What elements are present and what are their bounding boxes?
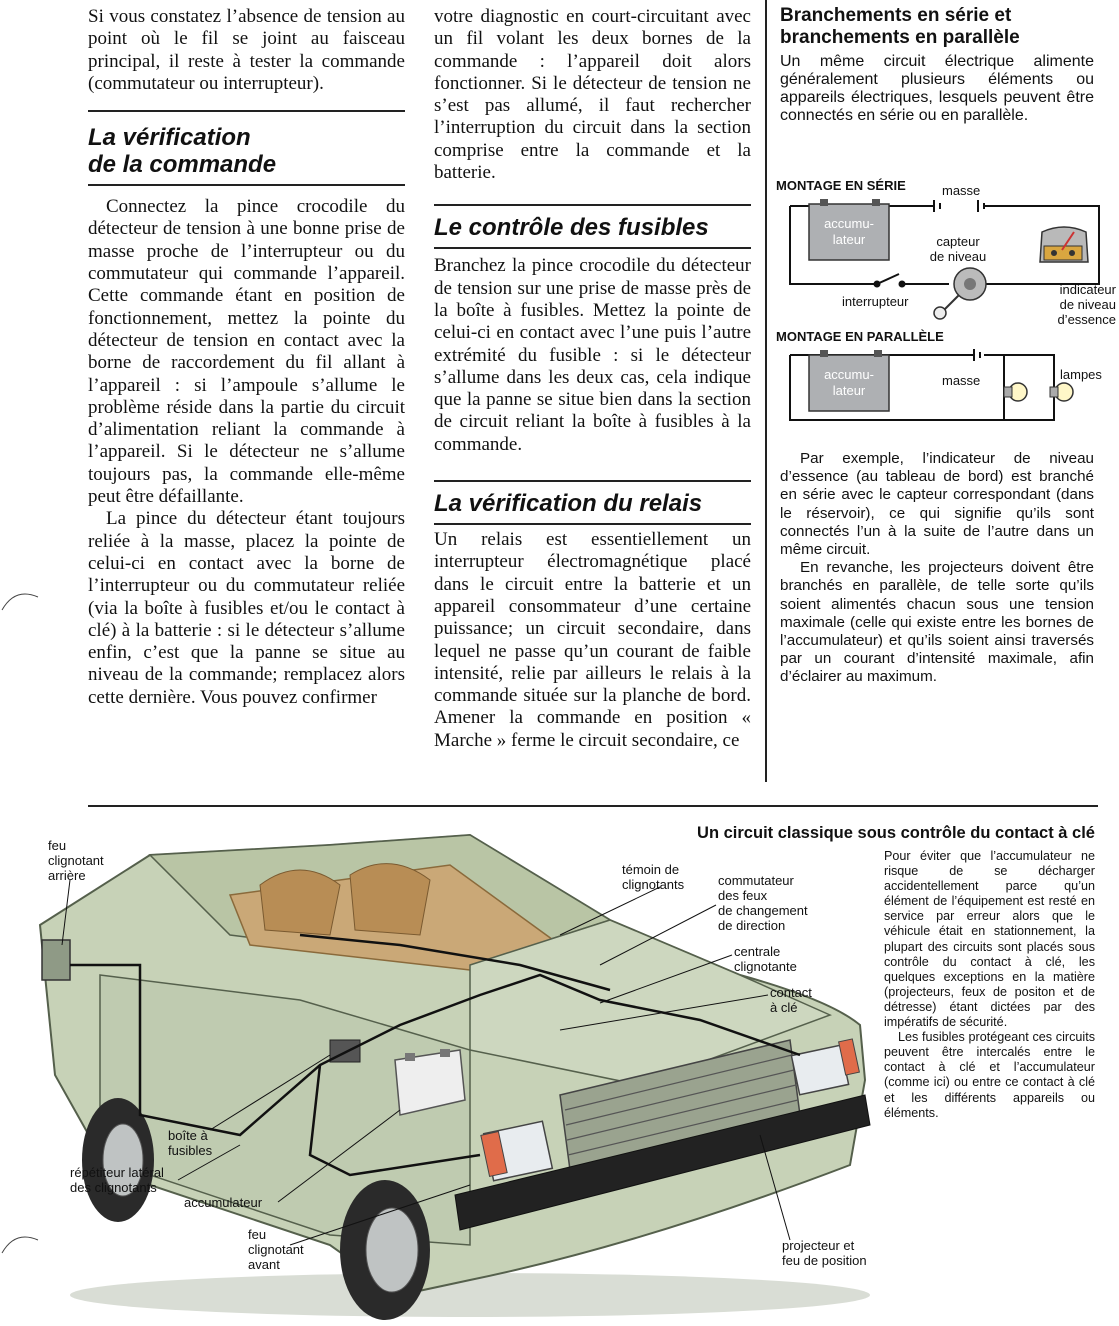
- col1-heading-rule: [88, 110, 405, 112]
- label-line: fusibles: [168, 1143, 213, 1158]
- label-feu-arriere: [48, 838, 104, 883]
- label-feu-avant: [248, 1227, 304, 1272]
- label-line: contact: [770, 985, 812, 1000]
- fuses-heading-underline: [434, 247, 751, 249]
- label-projecteur: [782, 1238, 867, 1268]
- indicateur-label-2: de niveau: [1059, 297, 1116, 312]
- label-line: projecteur et: [782, 1238, 855, 1253]
- label-line: arrière: [48, 868, 86, 883]
- col2-intro-paragraph: votre diagnostic en court-circuitant avec un fil volant les deux bornes de la commande : l’appareil doit alors fonctionner. Si le détecteur de tension ne s’est pas allumé, il faut rechercher l’interruption du circuit dans la section comprise entre la commande et la batterie.: [434, 6, 751, 184]
- label-line: répétiteur latéral: [70, 1165, 164, 1180]
- label-line: des clignotants: [70, 1180, 157, 1195]
- col1-paragraph-1: Connectez la pince crocodile du détecteur de tension à une bonne prise de masse proche de l’interrupteur ou du commutateur qui commande l’appareil. Cette commande étant en position de fonctionnement, mettez la pointe du détecteur de tension en contact avec la borne de raccordement du fil allant à l’appareil : si l’ampoule s’allume le problème réside dans la partie du circuit d’alimentation reliant la commande à l’appareil. Si le détecteur ne s’allume toujours pas, la commande elle-même peut être défaillante.: [88, 196, 405, 508]
- label-line: avant: [248, 1257, 280, 1272]
- fuses-heading-rule: [434, 204, 751, 206]
- heading-controle-fusibles: Le contrôle des fusibles: [434, 214, 709, 242]
- car-caption-body: [884, 849, 1095, 1121]
- parallel-circuit-diagram: [774, 325, 1119, 440]
- interrupteur-label: interrupteur: [842, 294, 909, 309]
- sidebar-body: [780, 450, 1094, 687]
- lamp-1: [1004, 383, 1027, 401]
- col1-intro-paragraph: Si vous constatez l’absence de tension au point où le fil se joint au faisceau principal, il reste à tester la commande (commutateur ou interrupteur).: [88, 6, 405, 94]
- lampes-label: lampes: [1060, 367, 1102, 382]
- front-wheel: [340, 1180, 430, 1320]
- rear-light: [42, 940, 70, 980]
- heading-verification-relais: La vérification du relais: [434, 490, 703, 518]
- label-line: feu: [48, 838, 67, 853]
- column-1: [88, 6, 405, 709]
- fuel-gauge-indicator: [1040, 227, 1088, 262]
- label-line: à clé: [770, 1000, 798, 1015]
- sidebar-title-line-2: branchements en parallèle: [780, 27, 1020, 48]
- series-title: MONTAGE EN SÉRIE: [776, 178, 906, 193]
- relay-heading-rule: [434, 480, 751, 482]
- heading-verification-commande: [88, 124, 405, 178]
- sidebar-paragraph-2: En revanche, les projecteurs doivent être branchés en parallèle, de telle sorte qu’ils soient alimentés chacun sous une tension maximale (celle qui existe entre les bornes de l’accumulateur) et qu’ils soient ainsi traversés par un courant d’intensité maximale, afin d’éclairer au maximum.: [780, 559, 1094, 686]
- heading-line-1: La vérification: [88, 124, 251, 152]
- label-line: feu de position: [782, 1253, 867, 1268]
- series-accu-line-1: accumu-: [824, 216, 874, 231]
- sidebar-intro: Un même circuit électrique alimente généralement plusieurs éléments ou appareils électriques, lesquels peuvent être connectés en série ou en parallèle.: [780, 53, 1094, 124]
- label-contact: [770, 985, 812, 1015]
- label-line: feu: [248, 1227, 267, 1242]
- label-line: des feux: [718, 888, 768, 903]
- label-line: clignotant: [48, 853, 104, 868]
- label-line: boîte à: [168, 1128, 208, 1143]
- col2-fuses-paragraph: Branchez la pince crocodile du détecteur de tension sur une prise de masse près de la boîte à fusibles. Mettez la pointe de celui-ci en contact avec l’une puis l’autre extrémité du fusible : si le détecteur s’allume dans les deux cas, cela indique que la panne se situe bien dans la section de circuit reliant la boîte à fusibles à la commande.: [434, 255, 751, 455]
- label-temoin: [622, 862, 684, 892]
- label-centrale: [734, 944, 797, 974]
- series-circuit-diagram: [774, 170, 1119, 330]
- label-repetiteur: [70, 1165, 164, 1195]
- col2-relay-paragraph: Un relais est essentiellement un interrupteur électromagnétique placé dans le circuit entre la batterie et un appareil consommateur d’une certaine puissance; un circuit secondaire, dans lequel ne passe qu’un courant de faible intensité, relie par ailleurs le relais à la commande située sur la planche de bord. Amener la commande en position « Marche » ferme le circuit secondaire, ce: [434, 529, 751, 751]
- label-commutateur: [718, 873, 808, 933]
- column-divider: [765, 0, 767, 782]
- col1-paragraph-2: La pince du détecteur étant toujours reliée à la masse, placez la pointe de celui-ci en contact avec la borne de l’interrupteur ou du commutateur reliée (via la boîte à fusibles et/ou le contact à clé) à la batterie : si le détecteur s’allume enfin, c’est que la panne se situe au niveau de la commande; remplacez alors cette dernière. Vous pouvez confirmer: [88, 508, 405, 708]
- label-line: témoin de: [622, 862, 680, 877]
- car-caption-paragraph-2: Les fusibles protégeant ces circuits peuvent être intercalés entre le contact à clé et l’accumulateur (comme ici) ou entre ce contact à clé et les différents appareils ou éléments.: [884, 1030, 1095, 1120]
- parallel-ground-symbol: [974, 349, 980, 361]
- parallel-masse-label: masse: [942, 373, 981, 388]
- relay-heading-underline: [434, 523, 751, 525]
- series-ground-symbol: [934, 200, 984, 212]
- corner-mark-bottom: [0, 1228, 40, 1258]
- capteur-label-2: de niveau: [929, 249, 987, 264]
- series-battery: [809, 199, 889, 260]
- col1-heading-underline: [88, 184, 405, 186]
- label-line: clignotants: [622, 877, 685, 892]
- label-line: de direction: [718, 918, 786, 933]
- corner-mark-top: [0, 585, 40, 615]
- label-boite: [168, 1128, 212, 1158]
- label-line: centrale: [734, 944, 781, 959]
- car-caption-paragraph-1: Pour éviter que l’accumulateur ne risque de se décharger accidentellement parce qu’un élément de l’équipement est resté en service par erreur alors que le véhicule était en stationnement, la plupart des circuits sont placés sous contrôle du contact à clé, les quelques exceptions en la matière (projecteurs, feux de positon et de détresse) étant dictées par des impératifs de sécurité.: [884, 849, 1095, 1030]
- section-rule: [88, 805, 1098, 807]
- heading-line-2: de la commande: [88, 151, 277, 179]
- sidebar-paragraph-1: Par exemple, l’indicateur de niveau d’essence (au tableau de bord) est branché en série avec le capteur correspondant (dans le réservoir), ce qui signifie qu’ils sont connectés l’un à la suite de l’autre dans un même circuit.: [780, 450, 1094, 559]
- indicateur-label-3: d’essence: [1057, 312, 1116, 327]
- sidebar-title: [780, 5, 1110, 49]
- parallel-accu-line-2: lateur: [832, 383, 866, 398]
- label-line: de changement: [718, 903, 808, 918]
- capteur-label-1: capteur: [936, 234, 980, 249]
- label-line: commutateur: [718, 873, 794, 888]
- series-accu-line-2: lateur: [832, 232, 866, 247]
- parallel-title: MONTAGE EN PARALLÈLE: [776, 329, 944, 344]
- series-masse-label: masse: [942, 183, 981, 198]
- label-accumulateur: [184, 1195, 262, 1210]
- column-2: [434, 6, 751, 752]
- car-caption-title: Un circuit classique sous contrôle du contact à clé: [697, 824, 1095, 842]
- indicateur-label-1: indicateur: [1059, 282, 1116, 297]
- label-line: accumulateur: [184, 1195, 263, 1210]
- parallel-accu-line-1: accumu-: [824, 367, 874, 382]
- fuel-level-sensor: [934, 268, 986, 319]
- sidebar-title-line-1: Branchements en série et: [780, 5, 1012, 26]
- parallel-battery: [809, 350, 889, 411]
- series-switch-symbol: [875, 274, 950, 287]
- label-line: clignotant: [248, 1242, 304, 1257]
- label-line: clignotante: [734, 959, 797, 974]
